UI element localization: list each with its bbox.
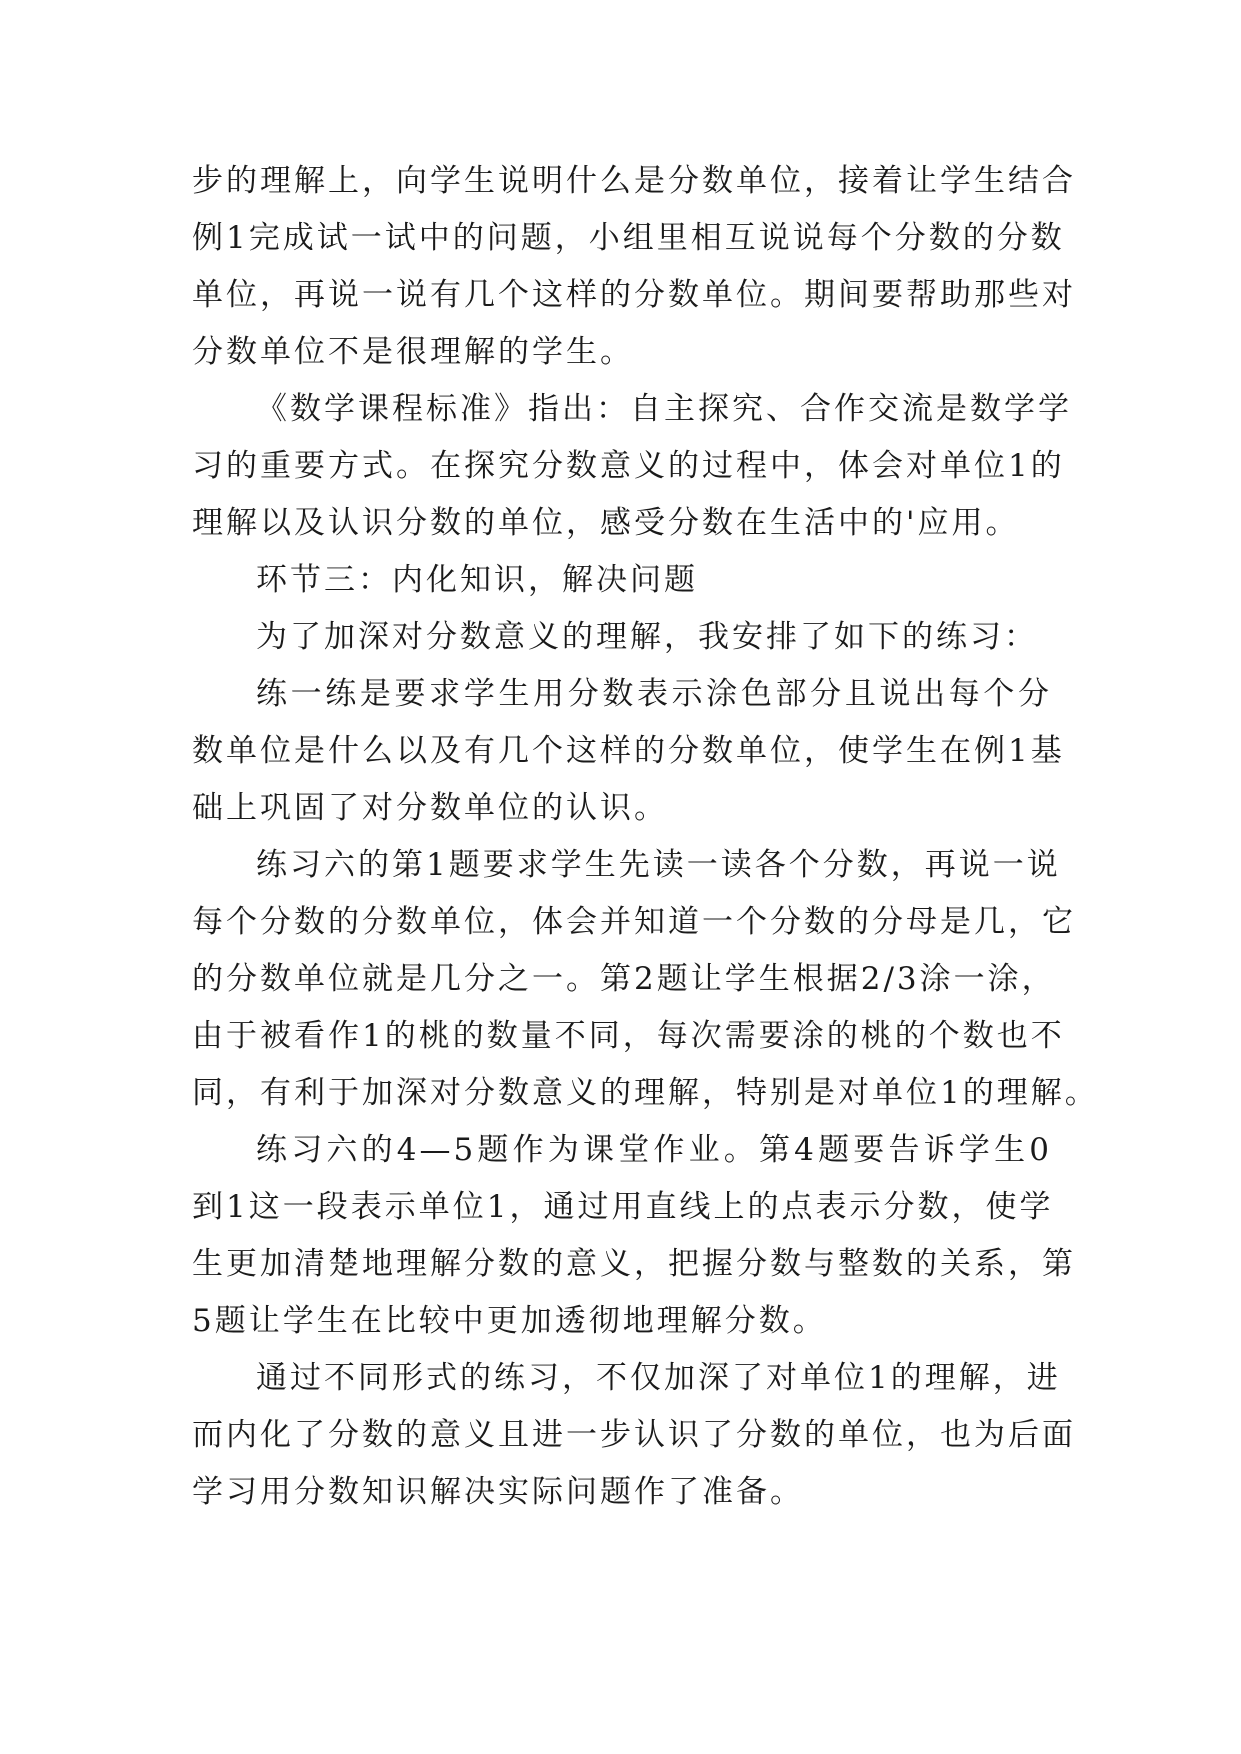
section-heading: 环节三：内化知识，解决问题 xyxy=(256,562,698,598)
text-line: 单位，再说一说有几个这样的分数单位。期间要帮助那些对 xyxy=(192,277,1076,313)
text-line: 练一练是要求学生用分数表示涂色部分且说出每个分 xyxy=(256,676,1052,712)
text-line: 步的理解上，向学生说明什么是分数单位，接着让学生结合 xyxy=(192,163,1076,199)
text-line: 习的重要方式。在探究分数意义的过程中，体会对单位1的 xyxy=(192,448,1065,484)
text-line: 练习六的4—5题作为课堂作业。第4题要告诉学生0 xyxy=(256,1132,1052,1168)
text-line: 为了加深对分数意义的理解，我安排了如下的练习： xyxy=(256,619,1038,655)
text-line: 的分数单位就是几分之一。第2题让学生根据2/3涂一涂， xyxy=(192,961,1056,997)
text-line: 练习六的第1题要求学生先读一读各个分数，再说一说 xyxy=(256,847,1061,883)
text-line: 5题让学生在比较中更加透彻地理解分数。 xyxy=(192,1303,827,1339)
text-line: 通过不同形式的练习，不仅加深了对单位1的理解，进 xyxy=(256,1360,1061,1396)
text-line: 同，有利于加深对分数意义的理解，特别是对单位1的理解。 xyxy=(192,1075,1099,1111)
text-line: 例1完成试一试中的问题，小组里相互说说每个分数的分数 xyxy=(192,220,1065,256)
text-line: 由于被看作1的桃的数量不同，每次需要涂的桃的个数也不 xyxy=(192,1018,1065,1054)
text-line: 到1这一段表示单位1，通过用直线上的点表示分数，使学 xyxy=(192,1189,1054,1225)
text-line: 每个分数的分数单位，体会并知道一个分数的分母是几，它 xyxy=(192,904,1076,940)
text-line: 《数学课程标准》指出：自主探究、合作交流是数学学 xyxy=(256,391,1072,427)
text-line: 分数单位不是很理解的学生。 xyxy=(192,334,634,370)
text-line: 础上巩固了对分数单位的认识。 xyxy=(192,790,668,826)
text-line: 生更加清楚地理解分数的意义，把握分数与整数的关系，第 xyxy=(192,1246,1076,1282)
text-line: 而内化了分数的意义且进一步认识了分数的单位，也为后面 xyxy=(192,1417,1076,1453)
text-line: 数单位是什么以及有几个这样的分数单位，使学生在例1基 xyxy=(192,733,1065,769)
text-line: 理解以及认识分数的单位，感受分数在生活中的'应用。 xyxy=(192,505,1020,541)
text-line: 学习用分数知识解决实际问题作了准备。 xyxy=(192,1474,804,1510)
